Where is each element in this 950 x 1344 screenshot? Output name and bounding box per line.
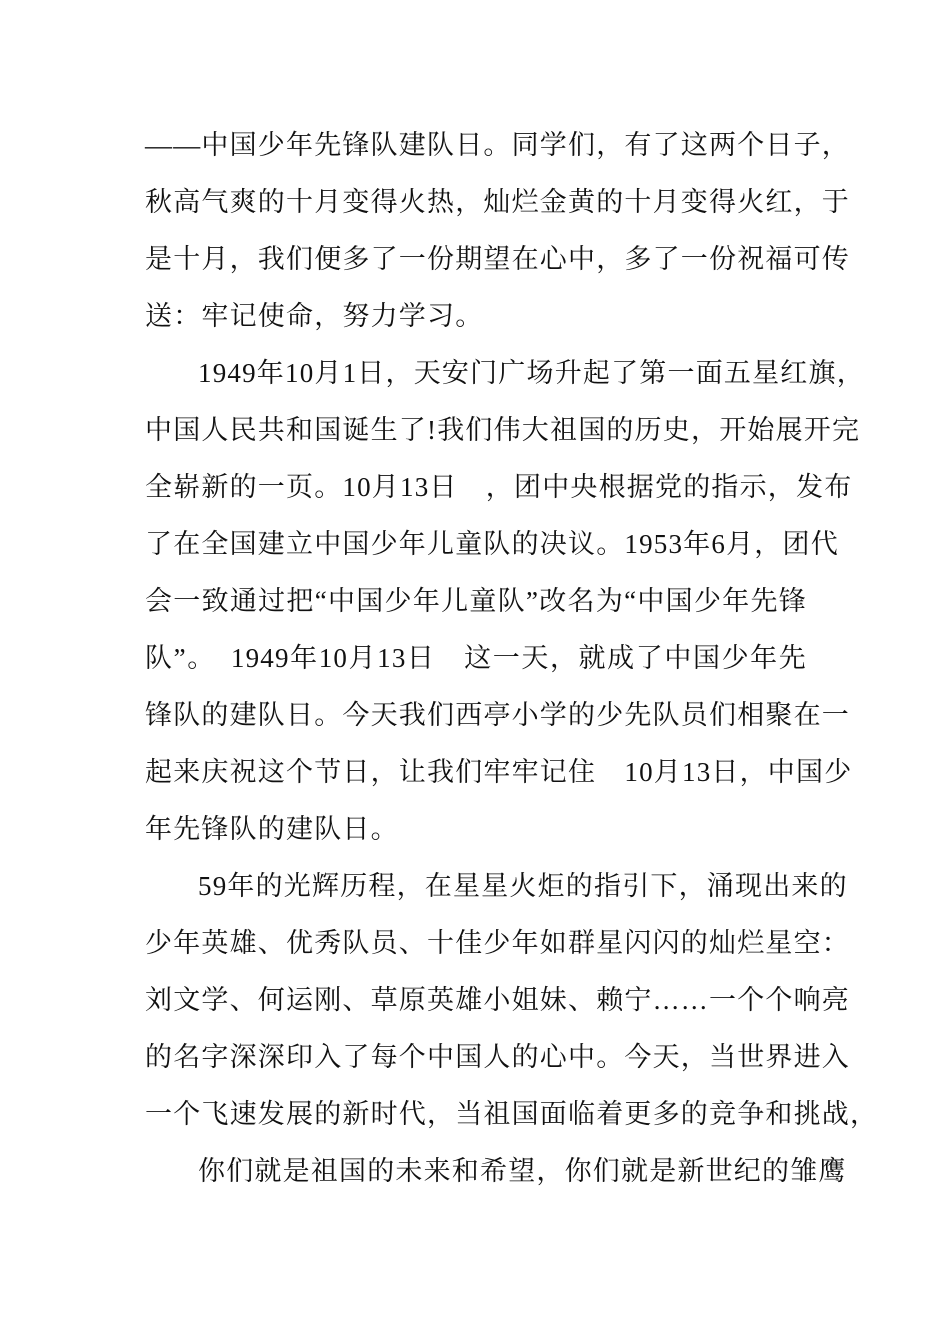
text-line: 59年的光辉历程，在星星火炬的指引下，涌现出来的 <box>198 871 848 901</box>
text-line: 刘文学、何运刚、草原英雄小姐妹、赖宁……一个个响亮 <box>145 985 850 1015</box>
text-line: 会一致通过把“中国少年儿童队”改名为“中国少年先锋 <box>145 586 807 616</box>
text-line: 是十月，我们便多了一份期望在心中，多了一份祝福可传 <box>145 244 850 274</box>
text-line: 你们就是祖国的未来和希望，你们就是新世纪的雏鹰 <box>198 1156 847 1186</box>
text-line: 了在全国建立中国少年儿童队的决议。1953年6月，团代 <box>145 529 839 559</box>
text-line: 1949年10月1日，天安门广场升起了第一面五星红旗， <box>198 358 865 388</box>
text-line: 全崭新的一页。10月13日 ，团中央根据党的指示，发布 <box>145 472 853 502</box>
text-line: 的名字深深印入了每个中国人的心中。今天，当世界进入 <box>145 1042 850 1072</box>
paragraph <box>145 345 865 858</box>
paragraph <box>145 858 879 1143</box>
text-line: ——中国少年先锋队建队日。同学们，有了这两个日子， <box>145 130 850 160</box>
paragraph <box>145 1143 847 1200</box>
paragraph <box>145 117 850 345</box>
text-line: 锋队的建队日。今天我们西亭小学的少先队员们相聚在一 <box>145 700 850 730</box>
text-line: 起来庆祝这个节日，让我们牢牢记住 10月13日，中国少 <box>145 757 853 787</box>
text-line: 年先锋队的建队日。 <box>145 814 399 844</box>
text-line: 一个飞速发展的新时代，当祖国面临着更多的竞争和挑战， <box>145 1099 879 1129</box>
text-line: 秋高气爽的十月变得火热，灿烂金黄的十月变得火红，于 <box>145 187 850 217</box>
text-line: 送：牢记使命，努力学习。 <box>145 301 484 331</box>
document-body <box>145 117 879 1200</box>
text-line: 中国人民共和国诞生了!我们伟大祖国的历史，开始展开完 <box>145 415 861 445</box>
text-line: 少年英雄、优秀队员、十佳少年如群星闪闪的灿烂星空： <box>145 928 850 958</box>
text-line: 队”。 1949年10月13日 这一天，就成了中国少年先 <box>145 643 807 673</box>
